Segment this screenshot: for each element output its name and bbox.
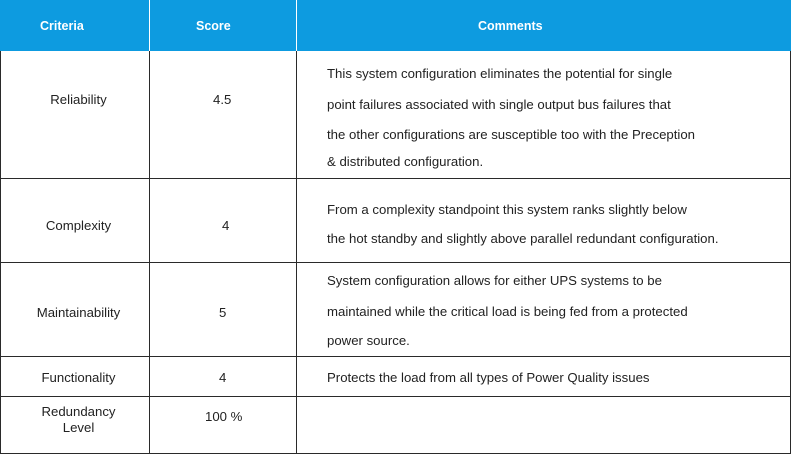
- comment-line: power source.: [327, 333, 410, 348]
- table-header-row: [0, 0, 791, 51]
- score-cell: [213, 92, 231, 107]
- header-divider: [296, 0, 297, 51]
- row-divider: [0, 178, 791, 179]
- header-score: Score: [196, 18, 231, 33]
- criteria-cell: Functionality: [41, 369, 116, 385]
- score-value: 4: [222, 218, 230, 233]
- criteria-cell-line: Redundancy: [41, 404, 116, 419]
- header-comments: Comments: [478, 18, 543, 33]
- comment-line: System configuration allows for either UPS systems to be: [327, 273, 662, 288]
- score-cell: [219, 305, 226, 320]
- row-divider: [0, 262, 791, 263]
- table-row: [0, 297, 157, 327]
- row-divider: [0, 356, 791, 357]
- table-row: [0, 210, 157, 240]
- score-value: 4.5: [213, 92, 232, 107]
- criteria-cell: Complexity: [45, 217, 112, 233]
- score-cell: [205, 409, 242, 424]
- header-divider: [149, 0, 150, 51]
- score-value: 4: [219, 370, 227, 385]
- table-row: [0, 404, 157, 436]
- header-criteria: Criteria: [40, 18, 84, 33]
- comment-line: the hot standby and slightly above parallel redundant configuration.: [327, 231, 719, 246]
- criteria-cell: Reliability: [50, 91, 107, 107]
- score-value: 5: [219, 305, 227, 320]
- comment-line: point failures associated with single output bus failures that: [327, 97, 671, 112]
- row-divider: [0, 396, 791, 397]
- table-row: [0, 51, 157, 147]
- comment-line: Protects the load from all types of Power Quality issues: [327, 370, 650, 385]
- score-cell: [219, 370, 226, 385]
- column-divider: [296, 51, 297, 454]
- criteria-cell-line: Level: [62, 420, 95, 435]
- score-value: 100 %: [205, 409, 243, 424]
- comment-line: the other configurations are susceptible too with the Preception: [327, 127, 696, 142]
- criteria-cell: Maintainability: [36, 304, 121, 320]
- comment-line: From a complexity standpoint this system ranks slightly below: [327, 202, 687, 217]
- comment-line: This system configuration eliminates the potential for single: [327, 66, 673, 81]
- comment-line: maintained while the critical load is being fed from a protected: [327, 304, 688, 319]
- comment-line: & distributed configuration.: [327, 154, 484, 169]
- table-row: [0, 363, 157, 391]
- score-cell: [222, 218, 229, 233]
